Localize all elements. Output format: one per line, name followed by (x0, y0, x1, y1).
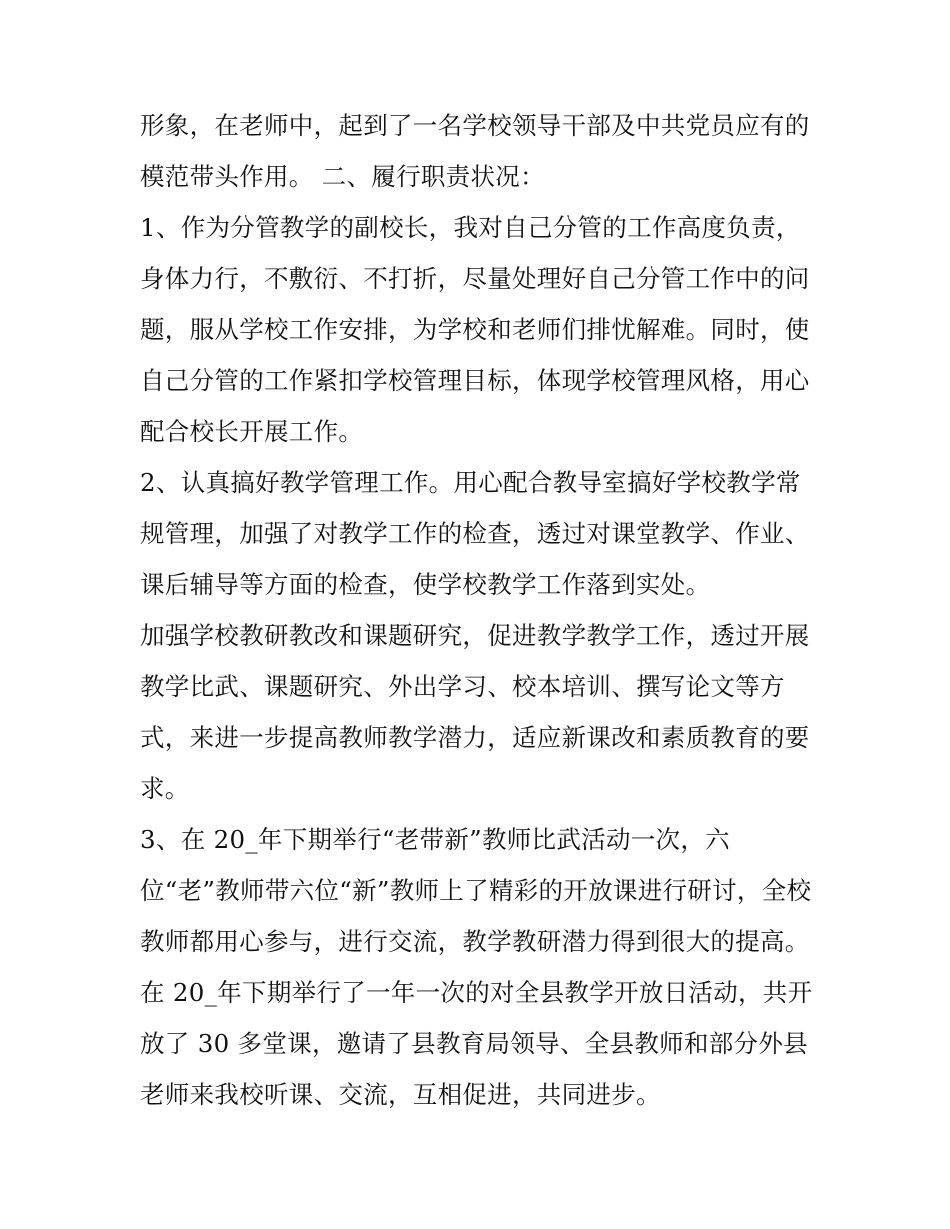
text-line: 位“老”教师带六位“新”教师上了精彩的开放课进行研讨，全校 (140, 876, 812, 905)
text-line: 式，来进一步提高教师教学潜力，适应新课改和素质教育的要 (140, 723, 810, 752)
text-line: 放了 30 多堂课，邀请了县教育局领导、全县教师和部分外县 (140, 1029, 808, 1058)
text-line: 自己分管的工作紧扣学校管理目标，体现学校管理风格，用心 (140, 366, 810, 395)
text-line: 课后辅导等方面的检查，使学校教学工作落到实处。 (140, 570, 711, 599)
text-line: 求。 (140, 774, 190, 803)
text-line: 教师都用心参与，进行交流，教学教研潜力得到很大的提高。 (140, 927, 810, 956)
text-line: 模范带头作用。 二、履行职责状况： (140, 162, 545, 191)
text-line: 配合校长开展工作。 (140, 417, 364, 446)
text-line: 形象，在老师中，起到了一名学校领导干部及中共党员应有的 (140, 111, 810, 140)
text-line: 在 20_年下期举行了一年一次的对全县教学开放日活动，共开 (140, 978, 813, 1007)
text-line: 老师来我校听课、交流，互相促进，共同进步。 (140, 1080, 661, 1109)
text-line: 规管理，加强了对教学工作的检查，透过对课堂教学、作业、 (140, 519, 810, 548)
text-line: 加强学校教研教改和课题研究，促进教学教学工作，透过开展 (140, 621, 810, 650)
document-body (140, 100, 830, 1120)
text-line: 1、作为分管教学的副校长，我对自己分管的工作高度负责， (140, 213, 801, 242)
text-line: 2、认真搞好教学管理工作。用心配合教导室搞好学校教学常 (140, 468, 801, 497)
text-line: 题，服从学校工作安排，为学校和老师们排忧解难。同时，使 (140, 315, 810, 344)
text-line: 3、在 20_年下期举行“老带新”教师比武活动一次，六 (140, 825, 730, 854)
text-line: 教学比武、课题研究、外出学习、校本培训、撰写论文等方 (140, 672, 785, 701)
text-line: 身体力行，不敷衍、不打折，尽量处理好自己分管工作中的问 (140, 264, 810, 293)
